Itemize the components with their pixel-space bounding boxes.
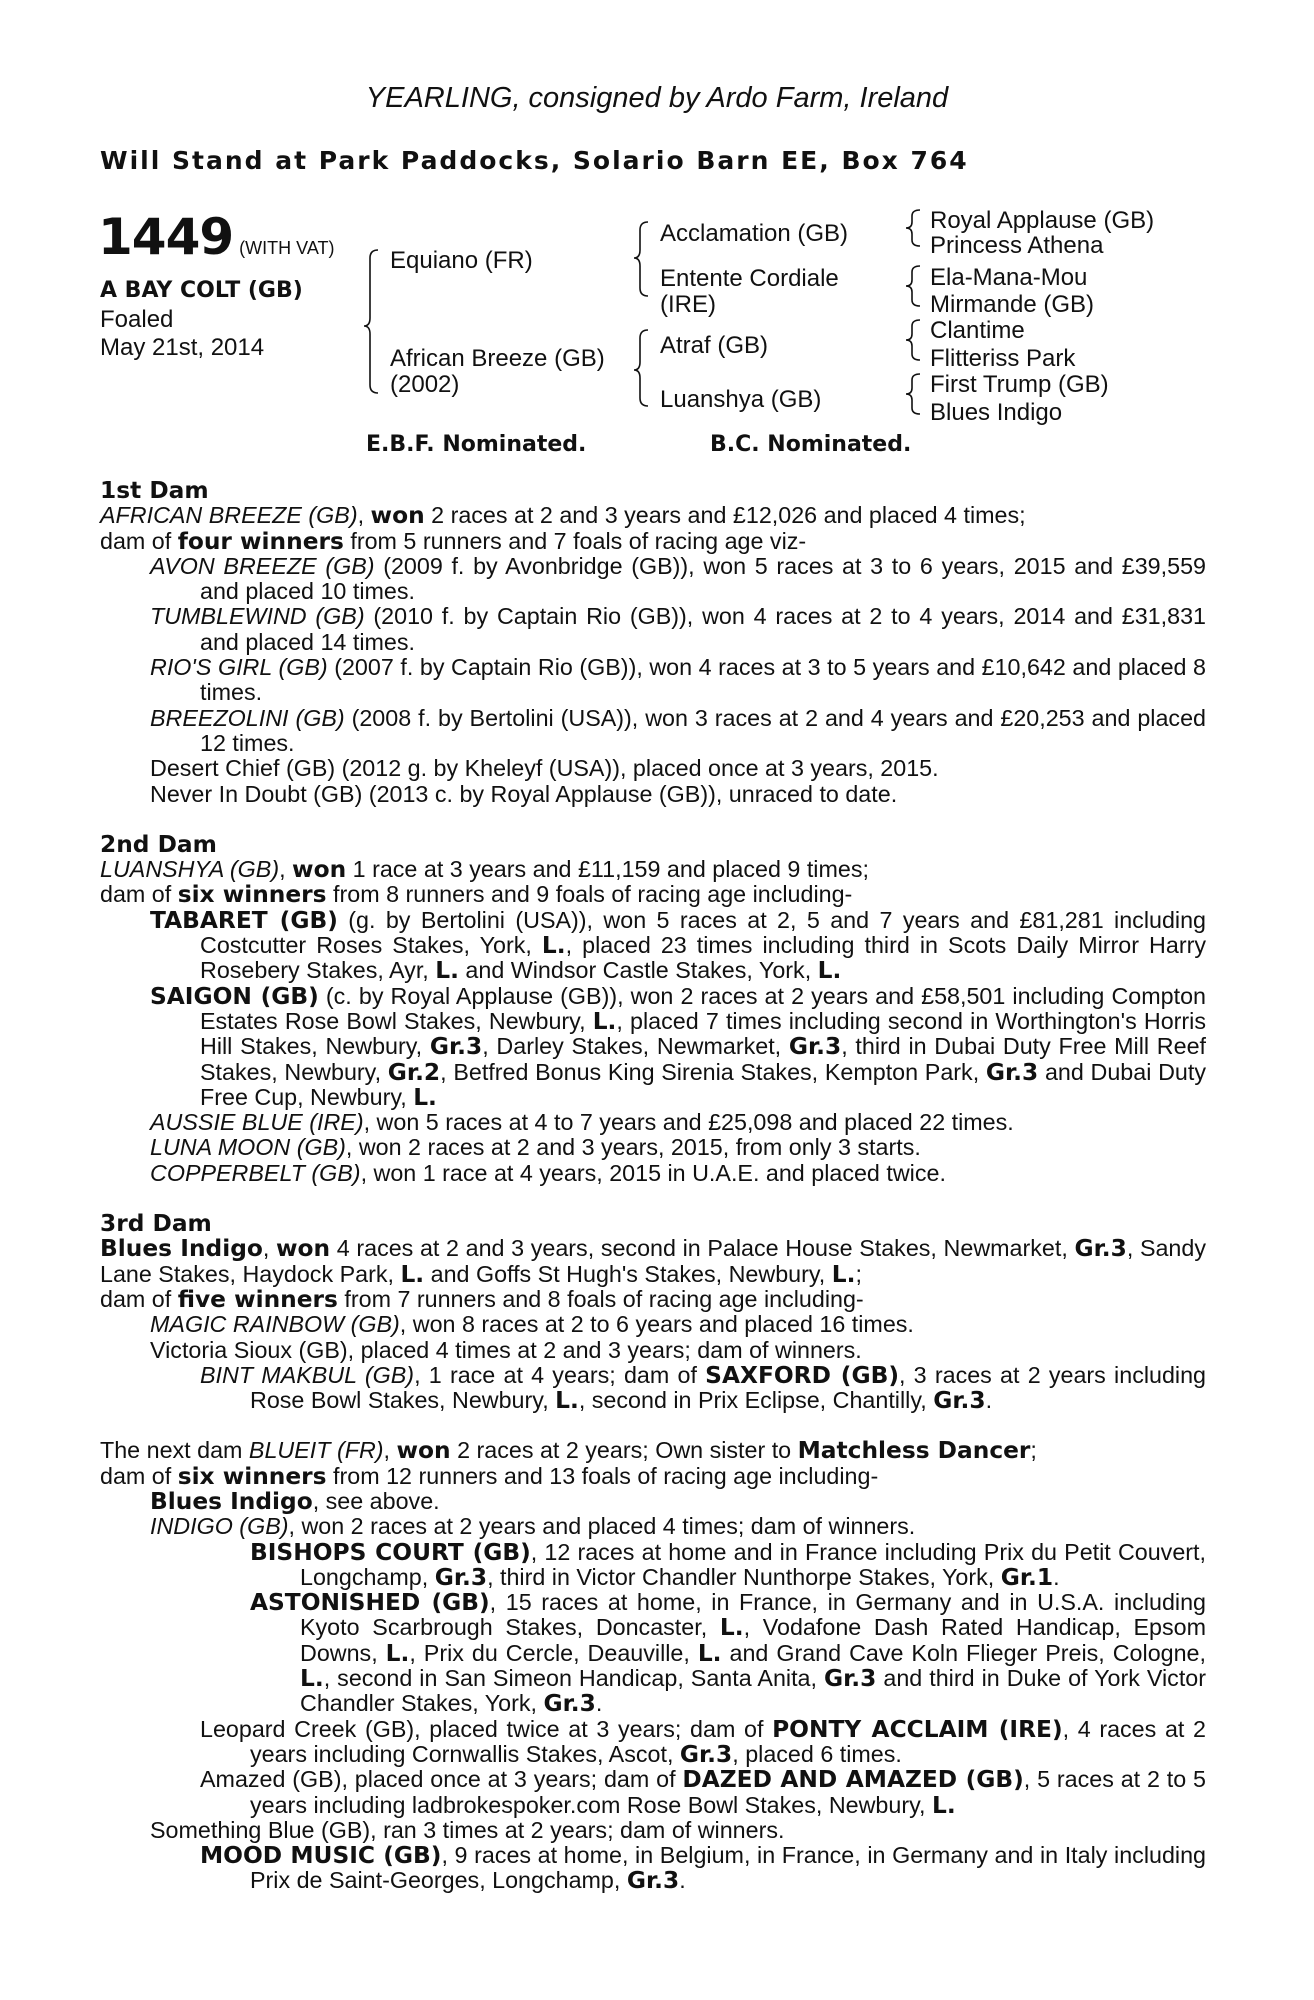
offspring-record: , won 1 race at 4 years, 2015 in U.A.E. and placed twice. [360,1159,946,1186]
text-run: dam of [100,881,178,908]
text-run: , Sandy Lane Stakes, Haydock Park, [100,1235,1206,1287]
grand-offspring-entry [100,1767,1206,1818]
offspring-entry [100,655,1206,706]
text-run: and Dubai Duty Free Cup, Newbury, [200,1058,1207,1110]
group-label: Gr.2 [387,1058,441,1086]
offspring-name: TABARET (GB) [150,906,338,934]
text-run: , 5 races at 2 to 5 years including ladbrokespoker.com Rose Bowl Stakes, Newbury, [250,1766,1206,1818]
sire-sire-sire: Royal Applause (GB) [930,207,1155,234]
sire-dam-sire: Ela-Mana-Mou [930,264,1088,291]
text-run: , 9 races at home, in Belgium, in France, in Germany and in Italy including Prix de Saint-Georges, Longchamp, [250,1842,1206,1894]
offspring-entry [100,1161,1206,1186]
text-run: Amazed (GB), placed once at 3 years; dam of [200,1766,683,1793]
brace-ds [906,320,920,360]
offspring-name: TUMBLEWIND (GB) [150,603,365,630]
text-run: Leopard Creek (GB), placed twice at 3 years; dam of [200,1715,773,1742]
text-run: , placed 23 times including third in Scots Daily Mirror Harry Rosebery Stakes, Ayr, [200,932,1206,984]
group-label: Gr.3 [626,1867,680,1895]
offspring-name: BINT MAKBUL (GB) [200,1361,415,1388]
text-run: , Vodafone Dash Rated Handicap, Epsom Downs, [300,1614,1207,1666]
brace-sire [634,222,648,296]
offspring-name: INDIGO (GB) [150,1513,289,1540]
text-run: , 1 race at 4 years; dam of [414,1361,706,1388]
grand-offspring-entry [100,1363,1206,1414]
won-label: won [370,502,425,530]
spacer [100,1413,1206,1438]
vat-note: (WITH VAT) [239,238,335,258]
grand-offspring-entry [100,1843,1206,1894]
offspring-name: BREEZOLINI (GB) [150,704,345,731]
brace-dam [634,330,648,406]
winners-count: six winners [177,1462,327,1490]
text-run: , 15 races at home, in France, in Germany and in U.S.A. including Kyoto Scarbrough Stakes, Doncaster, [300,1589,1206,1641]
offspring-entry [100,1110,1206,1135]
listed-label: L. [413,1083,437,1111]
listed-label: L. [817,957,842,985]
lot-number: 1449 [98,208,234,266]
dam-name: African Breeze (GB) [390,345,605,372]
offspring-entry [100,554,1206,605]
sire-dam-name: Entente Cordiale [660,265,839,292]
listed-label: L. [385,1639,410,1667]
dam-dam-sire: First Trump (GB) [930,371,1109,398]
third-dam-produce [100,1287,1206,1312]
sire-dam-country: (IRE) [660,291,716,318]
first-dam-record [100,503,1206,528]
offspring-name: AUSSIE BLUE (IRE) [150,1109,364,1136]
text-run: , Betfred Bonus King Sirenia Stakes, Kempton Park, [440,1058,986,1085]
won-label: won [396,1437,451,1465]
listed-label: L. [931,1791,956,1819]
dam-dam: Luanshya (GB) [660,386,822,413]
offspring-entry [100,706,1206,757]
listed-label: L. [435,957,459,985]
fourth-dam-name: BLUEIT (FR) [248,1437,384,1464]
offspring-name: AVON BREEZE (GB) [150,552,375,579]
text-run: 2 races at 2 and 3 years and £12,026 and placed 4 times; [424,502,1026,529]
offspring-entry: Desert Chief (GB) (2012 g. by Kheleyf (USA)), placed once at 3 years, 2015. [150,755,939,782]
second-dam-name: LUANSHYA (GB) [100,856,280,883]
brace-sire-dam [364,250,378,393]
offspring-entry [100,1514,1206,1539]
sire-dam [660,266,839,318]
group-label: Gr.3 [933,1387,986,1415]
text-run: The next dam [100,1437,249,1464]
offspring-entry: Victoria Sioux (GB), placed 4 times at 2 and 3 years; dam of winners. [150,1336,862,1363]
consignor-heading: YEARLING, consigned by Ardo Farm, Ireland [365,82,949,114]
second-dam-produce [100,882,1206,907]
winners-count: five winners [177,1285,338,1313]
grand-offspring-entry [100,1590,1206,1716]
offspring-name: PONTY ACCLAIM (IRE) [772,1715,1063,1743]
text-run: ; [855,1260,862,1287]
text-run: dam of [100,1285,178,1312]
text-run: (c. by Royal Applause (GB)), won 2 races at 2 years and £58,501 including Compton Estates Rose Bowl Stakes, Newbury, [200,982,1207,1034]
text-run: . [985,1387,993,1414]
fourth-dam-record [100,1438,1206,1463]
dam [390,346,605,398]
text-run: . [1053,1563,1060,1590]
offspring-name: DAZED AND AMAZED (GB) [682,1766,1024,1794]
third-dam-name: Blues Indigo [100,1235,263,1263]
text-run: , 12 races at home and in France including Prix du Petit Couvert, Longchamp, [300,1538,1206,1590]
brace-dd [906,374,920,414]
spacer [100,1186,1206,1211]
text-run: (g. by Bertolini (USA)), won 5 races at 2, 5 and 7 years and £81,281 including Costcutter Roses Stakes, York, [200,906,1207,959]
text-run: 4 races at 2 and 3 years, second in Palace House Stakes, Newmarket, [330,1235,1075,1262]
offspring-name: LUNA MOON (GB) [150,1134,346,1161]
offspring-record: , won 5 races at 4 to 7 years and £25,098 and placed 22 times. [363,1109,1014,1136]
bc-nomination: B.C. Nominated. [710,432,912,457]
offspring-entry [100,1312,1206,1337]
produce-record [100,478,1206,1894]
offspring-entry [100,1489,1206,1514]
offspring-name: RIO'S GIRL (GB) [150,654,328,681]
listed-label: L. [555,1387,579,1415]
offspring-entry [100,1135,1206,1160]
text-run: from 7 runners and 8 foals of racing age including- [337,1285,864,1312]
grand-offspring-entry [100,1540,1206,1591]
listed-label: L. [592,1007,617,1035]
spacer [100,807,1206,832]
foaled-label: Foaled [100,306,174,333]
dam-dam-dam: Blues Indigo [930,399,1063,426]
text-run: , [262,1235,276,1262]
group-label: Gr.3 [429,1033,483,1061]
group-label: Gr.3 [679,1740,733,1768]
text-run: , Prix du Cercle, Deauville, [409,1639,698,1666]
won-label: won [292,856,347,884]
group-label: Gr.3 [1074,1235,1127,1263]
group-label: Gr.3 [543,1690,596,1718]
text-run: and Goffs St Hugh's Stakes, Newbury, [424,1260,832,1287]
group-label: Gr.3 [985,1058,1039,1086]
third-dam-record [100,1236,1206,1287]
text-run: from 8 runners and 9 foals of racing age including- [326,881,853,908]
text-run: , see above. [312,1487,440,1514]
sire-sire: Acclamation (GB) [660,220,849,247]
offspring-record: (2009 f. by Avonbridge (GB)), won 5 races at 3 to 6 years, 2015 and £39,559 and placed 10 times. [200,552,1206,605]
ebf-nomination: E.B.F. Nominated. [366,432,587,457]
offspring-name: ASTONISHED (GB) [250,1589,490,1617]
sire: Equiano (FR) [390,247,533,274]
listed-label: L. [831,1260,856,1288]
fourth-dam-produce [100,1464,1206,1489]
listed-label: L. [300,1665,324,1693]
offspring-name: Blues Indigo [150,1487,313,1515]
text-run: , Darley Stakes, Newmarket, [482,1033,789,1060]
offspring-name: BISHOPS COURT (GB) [250,1538,531,1566]
offspring-record: , won 2 races at 2 and 3 years, 2015, from only 3 starts. [345,1134,921,1161]
text-run: , second in Prix Eclipse, Chantilly, [578,1387,934,1414]
text-run: and Windsor Castle Stakes, York, [458,957,818,984]
text-run: dam of [100,1462,178,1489]
winners-count: six winners [177,881,327,909]
grand-offspring-entry [100,1717,1206,1768]
stand-location: Will Stand at Park Paddocks, Solario Barn EE, Box 764 [100,146,969,175]
text-run: , [357,502,371,529]
text-run: and third in Duke of York Victor Chandler Stakes, York, [300,1665,1207,1717]
text-run: , third in Dubai Duty Free Mill Reef Stakes, Newbury, [200,1033,1206,1085]
text-run: 2 races at 2 years; Own sister to [450,1437,798,1464]
brace-ss [906,210,920,246]
offspring-record: (2007 f. by Captain Rio (GB)), won 4 races at 3 to 5 years and £10,642 and placed 8 times. [200,654,1206,706]
foaled-date: May 21st, 2014 [100,334,265,361]
text-run: from 5 runners and 7 foals of racing age viz- [343,527,807,554]
sister-name: Matchless Dancer [797,1437,1031,1465]
offspring-name: COPPERBELT (GB) [150,1159,361,1186]
group-label: Gr.3 [434,1563,488,1591]
text-run: 1 race at 3 years and £11,159 and placed 9 times; [346,856,869,883]
listed-label: L. [541,932,566,960]
second-dam-record [100,857,1206,882]
offspring-record: (2008 f. by Bertolini (USA)), won 3 races at 2 and 4 years and £20,253 and placed 12 times. [200,704,1206,756]
listed-label: L. [400,1260,425,1288]
winners-count: four winners [177,527,344,555]
text-run: ; [1030,1437,1037,1464]
offspring-name: MOOD MUSIC (GB) [200,1842,442,1870]
text-run: and Grand Cave Koln Flieger Preis, Cologne, [721,1639,1206,1666]
sire-dam-dam: Mirmande (GB) [930,291,1095,318]
offspring-entry: Something Blue (GB), ran 3 times at 2 years; dam of winners. [150,1816,785,1843]
dam-sire-dam: Flitteriss Park [930,345,1076,372]
brace-sd [906,266,920,306]
text-run: from 12 runners and 13 foals of racing age including- [326,1462,879,1489]
first-dam-name: AFRICAN BREEZE (GB) [100,502,358,529]
text-run: , second in San Simeon Handicap, Santa Anita, [323,1665,824,1692]
text-run: . [679,1867,686,1894]
offspring-entry: Never In Doubt (GB) (2013 c. by Royal Applause (GB)), unraced to date. [150,780,898,807]
third-dam-heading: 3rd Dam [100,1210,212,1238]
horse-description: A BAY COLT (GB) [100,278,303,303]
second-dam-heading: 2nd Dam [100,830,217,858]
text-run: , 3 races at 2 years including Rose Bowl Stakes, Newbury, [250,1361,1207,1414]
offspring-entry [100,984,1206,1110]
text-run: , [279,856,293,883]
text-run: dam of [100,527,178,554]
offspring-entry [100,908,1206,984]
group-label: Gr.3 [788,1033,842,1061]
dam-sire: Atraf (GB) [660,332,769,359]
won-label: won [276,1235,331,1263]
offspring-name: SAIGON (GB) [150,982,319,1010]
dam-sire-sire: Clantime [930,317,1025,344]
offspring-record: , won 8 races at 2 to 6 years and placed 16 times. [399,1311,914,1338]
offspring-record: (2010 f. by Captain Rio (GB)), won 4 races at 2 to 4 years, 2014 and £31,831 and placed 14 times. [200,603,1206,655]
text-run: , placed 6 times. [732,1740,902,1767]
sire-sire-dam: Princess Athena [930,232,1104,259]
offspring-record: , won 2 races at 2 years and placed 4 times; dam of winners. [288,1513,916,1540]
first-dam-produce [100,529,1206,554]
group-label: Gr.3 [824,1665,877,1693]
first-dam-heading: 1st Dam [100,477,209,504]
offspring-name: MAGIC RAINBOW (GB) [150,1311,400,1338]
text-run: . [595,1690,603,1717]
offspring-entry [100,604,1206,655]
group-label: Gr.1 [1000,1563,1054,1591]
text-run: , 4 races at 2 years including Cornwallis Stakes, Ascot, [250,1715,1206,1767]
listed-label: L. [697,1639,722,1667]
dam-year: (2002) [390,371,460,398]
listed-label: L. [719,1614,744,1642]
text-run: , [383,1437,397,1464]
offspring-name: SAXFORD (GB) [705,1361,899,1389]
text-run: , third in Victor Chandler Nunthorpe Stakes, York, [487,1563,1001,1590]
text-run: , placed 7 times including second in Worthington's Horris Hill Stakes, Newbury, [200,1007,1206,1060]
